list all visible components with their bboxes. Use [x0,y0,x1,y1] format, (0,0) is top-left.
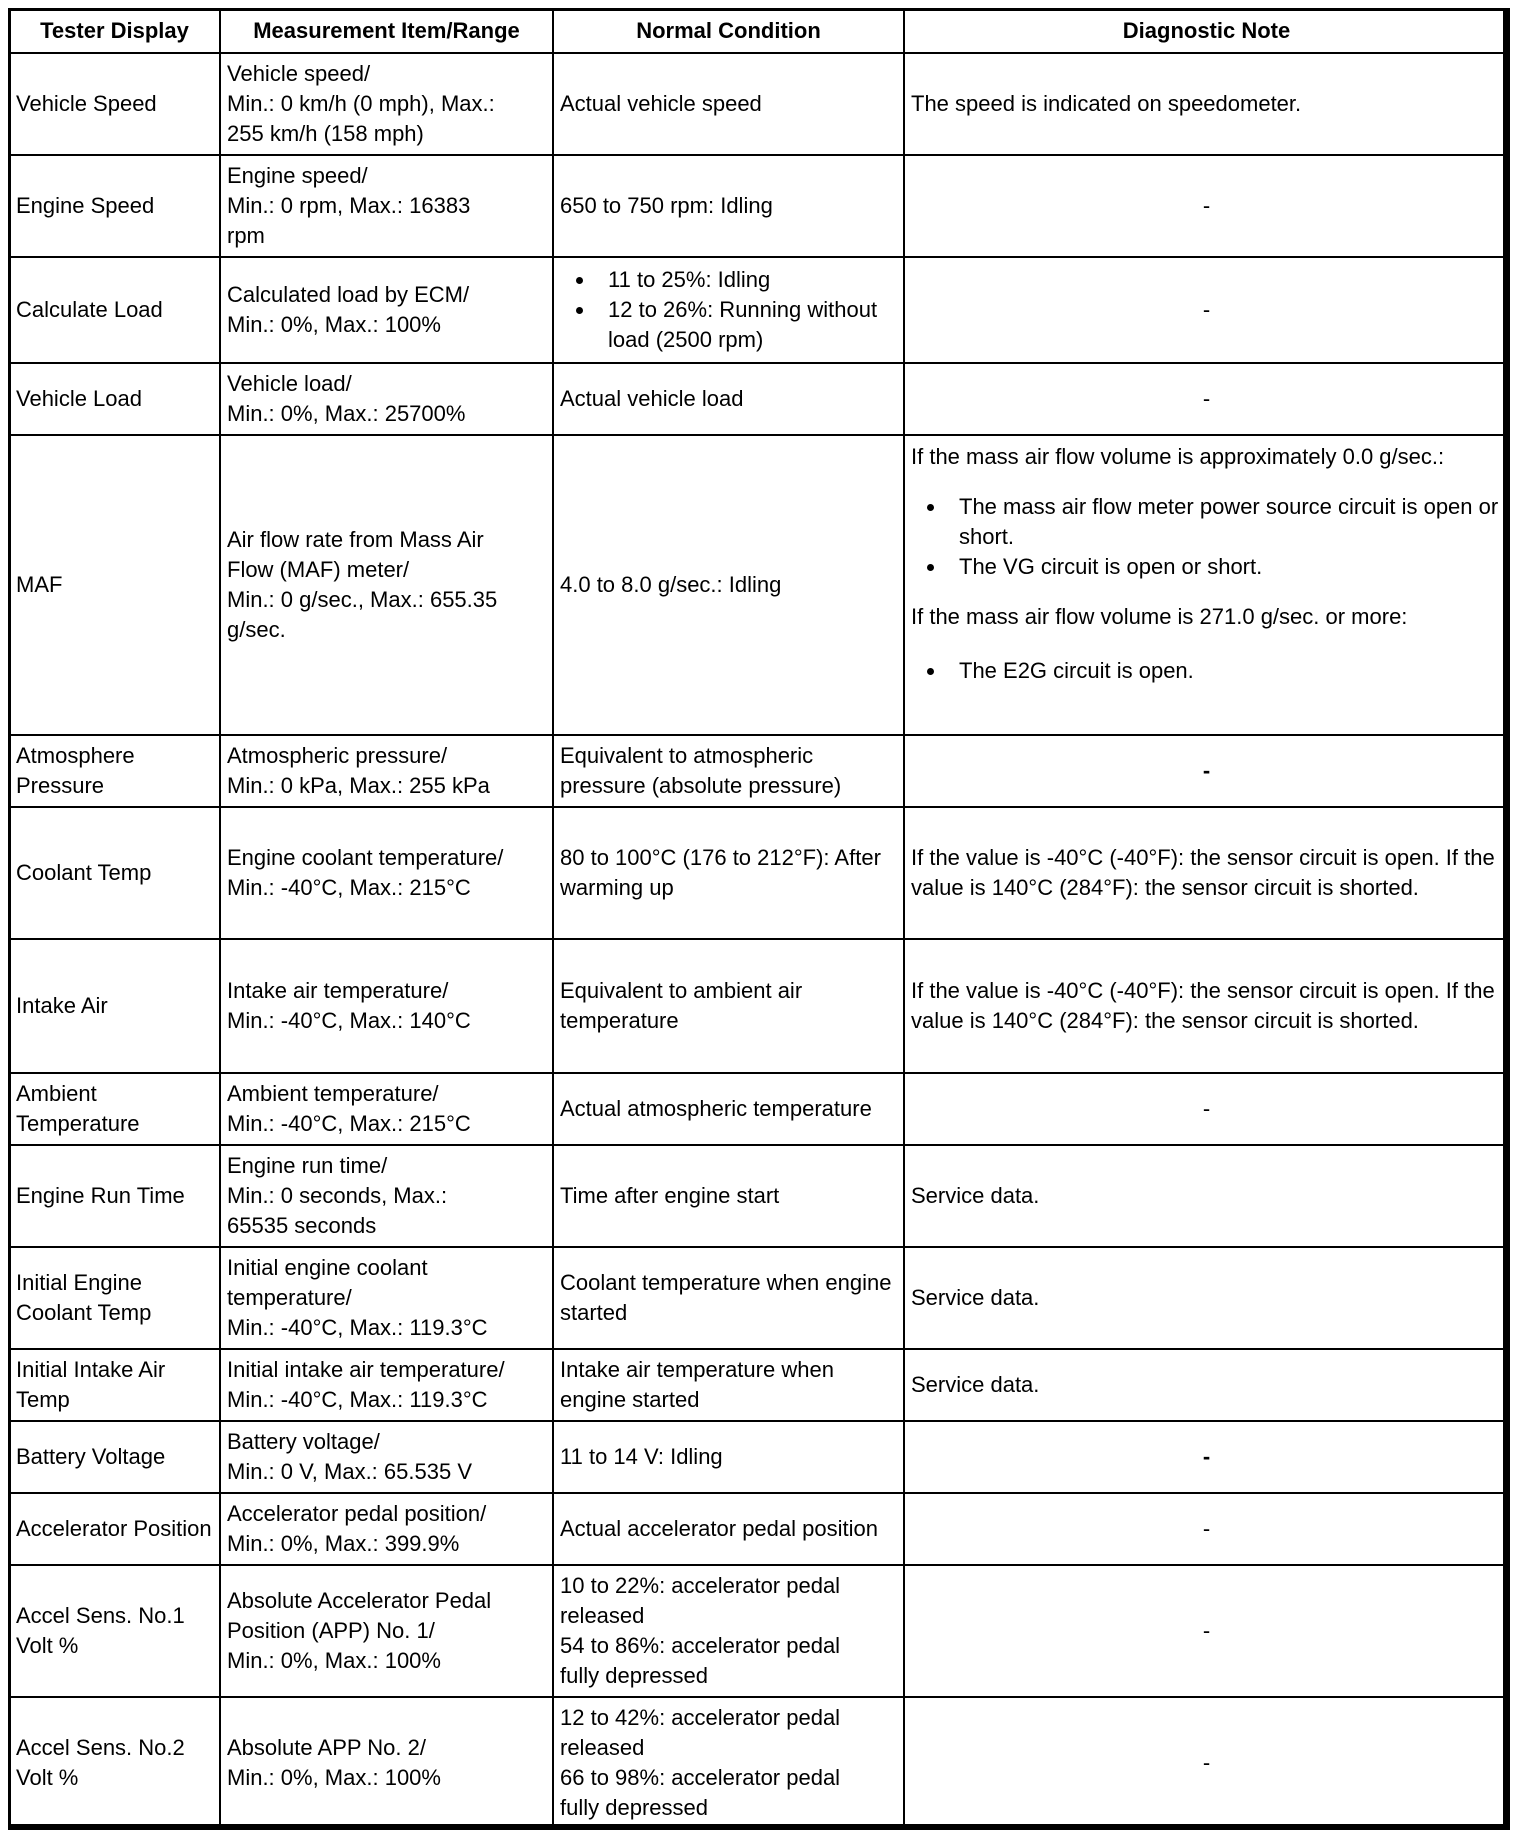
range-line: Battery voltage/ [227,1429,380,1454]
range-line: Air flow rate from Mass Air [227,527,484,552]
cell-tester-display: MAF [9,435,220,735]
cell-normal: Equivalent to atmospheric pressure (absolute pressure) [553,735,904,807]
cell-normal: Actual atmospheric temperature [553,1073,904,1145]
header-tester-display: Tester Display [9,9,220,53]
range-line: Atmospheric pressure/ [227,743,448,768]
range-line: Min.: 0 kPa, Max.: 255 kPa [227,773,490,798]
range-line: Engine speed/ [227,163,368,188]
note-intro: If the mass air flow volume is approximately 0.0 g/sec.: [911,444,1445,469]
normal-line: released [560,1735,645,1760]
header-diagnostic-note: Diagnostic Note [904,9,1509,53]
range-line: Min.: 0%, Max.: 100% [227,1765,441,1790]
range-line: Vehicle speed/ [227,61,371,86]
cell-note: Service data. [904,1145,1509,1247]
list-item: • 12 to 26%: Running without load (2500 rpm) [596,295,897,355]
table-outer-border [8,8,1508,1828]
range-line: Calculated load by ECM/ [227,282,470,307]
cell-note: - [904,257,1509,363]
cell-tester-display: Accel Sens. No.1 Volt % [9,1565,220,1697]
cell-note: - [904,735,1509,807]
cell-normal: Actual vehicle load [553,363,904,435]
range-line: Min.: 0 km/h (0 mph), Max.: [227,91,495,116]
cell-tester-display: Atmosphere Pressure [9,735,220,807]
cell-tester-display: Engine Run Time [9,1145,220,1247]
cell-tester-display: Calculate Load [9,257,220,363]
cell-normal: Equivalent to ambient air temperature [553,939,904,1073]
range-line: Min.: 0%, Max.: 399.9% [227,1531,460,1556]
cell-note: - [904,1421,1509,1493]
range-line: Min.: -40°C, Max.: 140°C [227,1008,471,1033]
range-line: Engine run time/ [227,1153,388,1178]
header-normal-condition: Normal Condition [553,9,904,53]
cell-note: Service data. [904,1247,1509,1349]
cell-note: - [904,363,1509,435]
cell-note: The speed is indicated on speedometer. [904,53,1509,155]
range-line: Vehicle load/ [227,371,352,396]
cell-tester-display: Battery Voltage [9,1421,220,1493]
cell-tester-display: Vehicle Load [9,363,220,435]
range-line: Accelerator pedal position/ [227,1501,487,1526]
range-line: Min.: 0%, Max.: 25700% [227,401,466,426]
header-measurement-item: Measurement Item/Range [220,9,553,53]
cell-normal: Coolant temperature when engine started [553,1247,904,1349]
range-line: Min.: 0%, Max.: 100% [227,312,441,337]
cell-tester-display: Ambient Temperature [9,1073,220,1145]
cell-normal: Intake air temperature when engine started [553,1349,904,1421]
cell-note: - [904,1493,1509,1565]
cell-tester-display: Engine Speed [9,155,220,257]
cell-normal: 11 to 14 V: Idling [553,1421,904,1493]
cell-tester-display: Initial Intake Air Temp [9,1349,220,1421]
range-line: rpm [227,223,265,248]
cell-normal: 80 to 100°C (176 to 212°F): After warming up [553,807,904,939]
cell-normal: 650 to 750 rpm: Idling [553,155,904,257]
range-line: Absolute Accelerator Pedal [227,1588,492,1613]
cell-tester-display: Accelerator Position [9,1493,220,1565]
normal-line: 54 to 86%: accelerator pedal [560,1633,841,1658]
cell-note: - [904,1565,1509,1697]
cell-note: - [904,1697,1509,1829]
range-line: Min.: 0 V, Max.: 65.535 V [227,1459,472,1484]
range-line: Flow (MAF) meter/ [227,557,410,582]
note-intro: If the mass air flow volume is 271.0 g/sec. or more: [911,604,1408,629]
normal-line: 66 to 98%: accelerator pedal [560,1765,841,1790]
range-line: Min.: 0 seconds, Max.: [227,1183,448,1208]
range-line: 255 km/h (158 mph) [227,121,424,146]
range-line: Min.: -40°C, Max.: 119.3°C [227,1387,488,1412]
range-line: Position (APP) No. 1/ [227,1618,435,1643]
range-line: Initial intake air temperature/ [227,1357,505,1382]
range-line: Absolute APP No. 2/ [227,1735,426,1760]
range-line: Min.: -40°C, Max.: 119.3°C [227,1315,488,1340]
range-line: Engine coolant temperature/ [227,845,504,870]
cell-note: - [904,155,1509,257]
range-line: Min.: -40°C, Max.: 215°C [227,875,471,900]
normal-line: 10 to 22%: accelerator pedal [560,1573,841,1598]
range-line: Min.: 0%, Max.: 100% [227,1648,441,1673]
range-line: temperature/ [227,1285,352,1310]
cell-normal: 4.0 to 8.0 g/sec.: Idling [553,435,904,735]
list-item: • The VG circuit is open or short. [947,552,1502,582]
range-line: Min.: 0 g/sec., Max.: 655.35 [227,587,498,612]
cell-note: - [904,1073,1509,1145]
cell-note: If the value is -40°C (-40°F): the sensor circuit is open. If the value is 140°C (284°F): the sensor circuit is shorted. [904,939,1509,1073]
cell-normal: Actual vehicle speed [553,53,904,155]
range-line: Intake air temperature/ [227,978,449,1003]
cell-normal: Time after engine start [553,1145,904,1247]
cell-note: If the value is -40°C (-40°F): the sensor circuit is open. If the value is 140°C (284°F): the sensor circuit is shorted. [904,807,1509,939]
range-line: Min.: -40°C, Max.: 215°C [227,1111,471,1136]
range-line: Ambient temperature/ [227,1081,439,1106]
cell-tester-display: Vehicle Speed [9,53,220,155]
normal-line: 12 to 42%: accelerator pedal [560,1705,841,1730]
cell-tester-display: Initial Engine Coolant Temp [9,1247,220,1349]
list-item: • The mass air flow meter power source circuit is open or short. [947,492,1502,552]
normal-line: released [560,1603,645,1628]
cell-tester-display: Accel Sens. No.2 Volt % [9,1697,220,1829]
normal-line: fully depressed [560,1663,708,1688]
range-line: 65535 seconds [227,1213,377,1238]
range-line: g/sec. [227,617,286,642]
cell-tester-display: Intake Air [9,939,220,1073]
cell-tester-display: Coolant Temp [9,807,220,939]
list-item: • The E2G circuit is open. [947,656,1502,686]
range-line: Min.: 0 rpm, Max.: 16383 [227,193,471,218]
cell-note: Service data. [904,1349,1509,1421]
normal-line: fully depressed [560,1795,708,1820]
cell-normal: Actual accelerator pedal position [553,1493,904,1565]
range-line: Initial engine coolant [227,1255,428,1280]
list-item: • 11 to 25%: Idling [596,265,897,295]
